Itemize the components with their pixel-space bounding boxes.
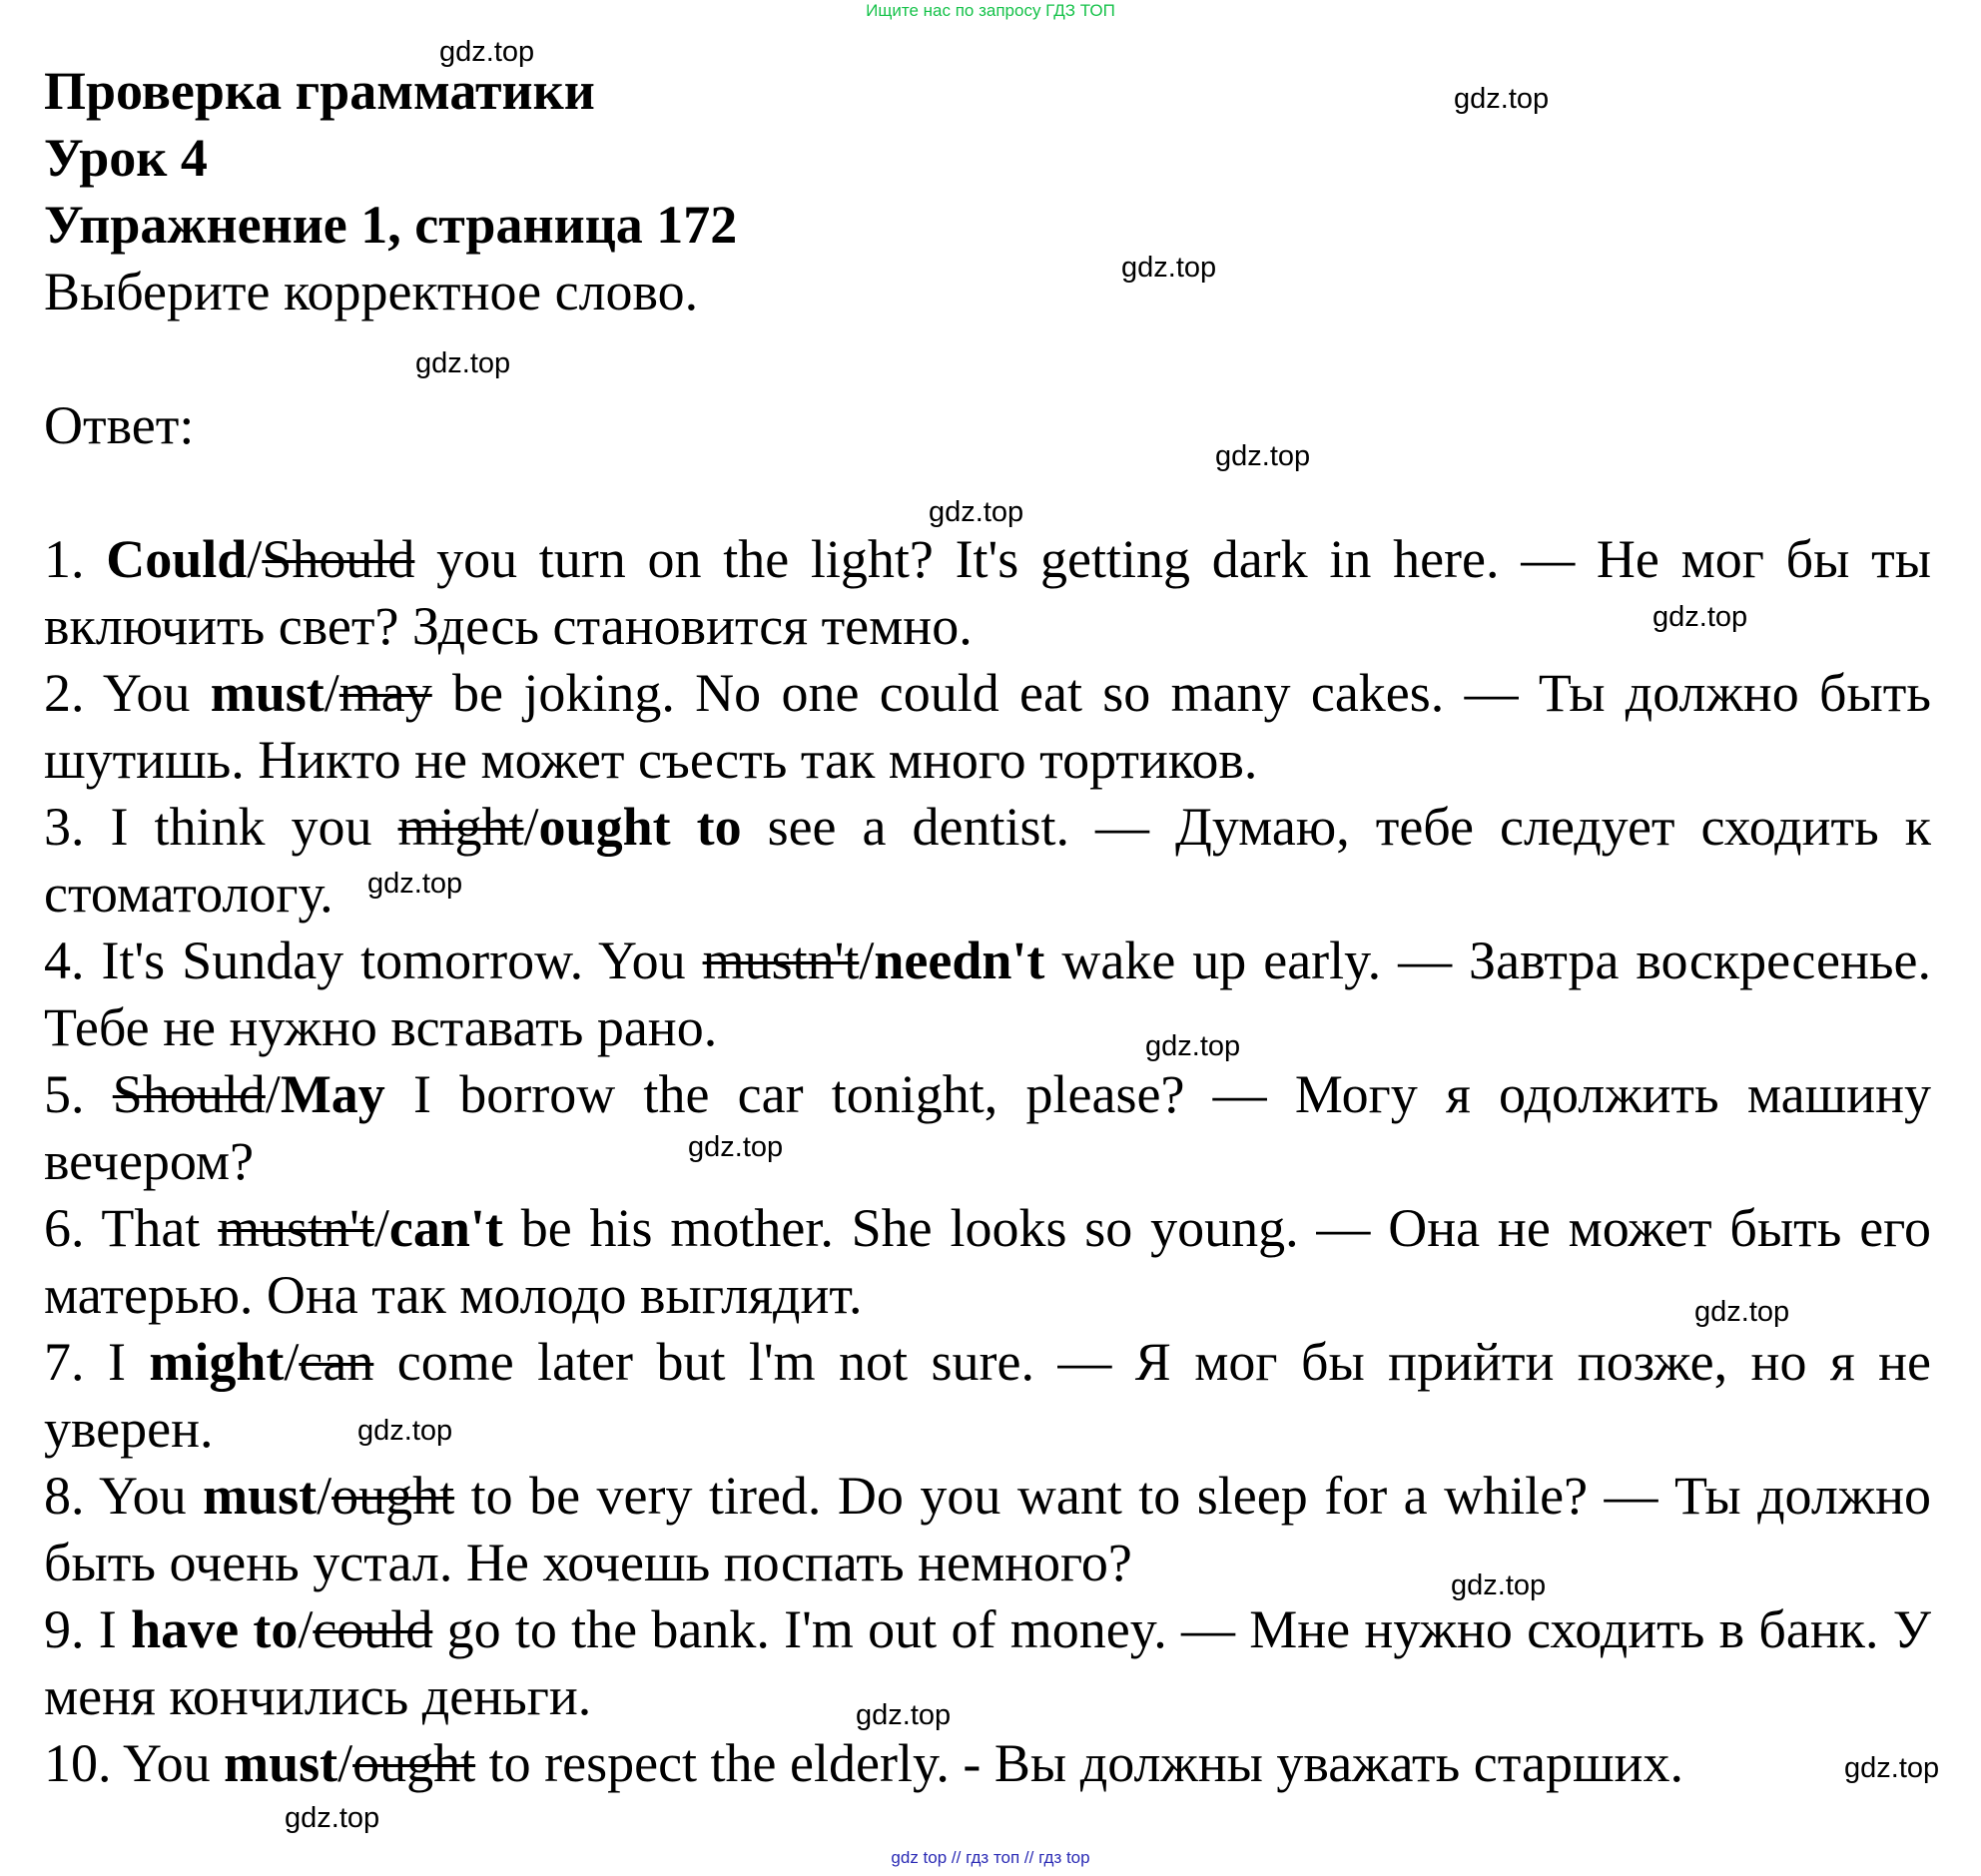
- watermark: gdz.top: [688, 1131, 784, 1163]
- option-separator: /: [265, 1064, 281, 1124]
- watermark: gdz.top: [1454, 83, 1550, 115]
- top-search-banner[interactable]: Ищите нас по запросу ГДЗ ТОП: [866, 1, 1115, 20]
- option-separator: /: [337, 1733, 353, 1793]
- option-b: could: [313, 1599, 433, 1659]
- answer-lead-text: You: [102, 663, 211, 723]
- option-b: ought to: [538, 797, 742, 857]
- option-a: might: [149, 1332, 285, 1392]
- option-separator: /: [324, 663, 339, 723]
- answer-rest-text: see a dentist. — Думаю, тебе следует сходить к стоматологу.: [44, 797, 1932, 924]
- option-b: ought: [331, 1466, 455, 1526]
- answer-rest-text: wake up early. — Завтра воскресенье. Тебе не нужно вставать рано.: [44, 931, 1931, 1057]
- watermark: gdz.top: [1844, 1752, 1940, 1784]
- answer-rest-text: to be very tired. Do you want to sleep for a while? — Ты должно быть очень устал. Не хочешь поспать немного?: [44, 1466, 1931, 1592]
- option-a: mustn't: [702, 931, 860, 990]
- option-a: have to: [131, 1599, 299, 1659]
- answer-item: [44, 928, 1931, 1061]
- answer-rest-text: be joking. No one could eat so many cakes. — Ты должно быть шутишь. Никто не может съесть так много тортиков.: [44, 663, 1931, 790]
- answer-number: 9.: [44, 1599, 99, 1659]
- answer-item: [44, 794, 1931, 928]
- answer-number: 6.: [44, 1198, 102, 1258]
- exercise-title: Упражнение 1, страница 172: [44, 195, 738, 255]
- exercise-content: [44, 58, 1931, 1797]
- answer-rest-text: be his mother. She looks so young. — Она не может быть его матерью. Она так молодо выглядит.: [44, 1198, 1931, 1325]
- option-separator: /: [859, 931, 875, 990]
- option-b: Should: [262, 529, 415, 589]
- option-separator: /: [247, 529, 263, 589]
- option-b: can't: [388, 1198, 503, 1258]
- option-a: mustn't: [218, 1198, 374, 1258]
- footer-banner: gdz top // гдз топ // гдз top: [891, 1848, 1090, 1867]
- watermark: gdz.top: [1694, 1296, 1790, 1328]
- option-separator: /: [317, 1466, 332, 1526]
- lesson-title: Урок 4: [44, 128, 208, 188]
- option-b: May: [280, 1064, 385, 1124]
- watermark: gdz.top: [929, 496, 1024, 528]
- option-b: needn't: [874, 931, 1045, 990]
- option-a: must: [203, 1466, 318, 1526]
- option-a: might: [397, 797, 524, 857]
- answer-item: [44, 526, 1931, 660]
- option-a: Could: [106, 529, 248, 589]
- answer-rest-text: go to the bank. I'm out of money. — Мне нужно сходить в банк. У меня кончились деньги.: [44, 1599, 1932, 1726]
- watermark: gdz.top: [357, 1415, 453, 1447]
- watermark: gdz.top: [1215, 440, 1311, 472]
- watermark: gdz.top: [1121, 252, 1217, 284]
- answer-number: 8.: [44, 1466, 99, 1526]
- answer-number: 7.: [44, 1332, 108, 1392]
- answer-rest-text: come later but l'm not sure. — Я мог бы прийти позже, но я не уверен.: [44, 1332, 1932, 1459]
- watermark: gdz.top: [1652, 601, 1748, 633]
- answer-item: [44, 1329, 1931, 1463]
- answer-list: [44, 526, 1931, 1797]
- watermark: gdz.top: [367, 868, 463, 900]
- answer-lead-text: I: [98, 1599, 132, 1659]
- answer-item: [44, 660, 1931, 794]
- answer-lead-text: It's Sunday tomorrow. You: [101, 931, 703, 990]
- watermark: gdz.top: [1145, 1030, 1241, 1062]
- watermark: gdz.top: [415, 347, 511, 379]
- watermark: gdz.top: [856, 1699, 952, 1731]
- option-separator: /: [373, 1198, 389, 1258]
- answer-lead-text: You: [123, 1733, 225, 1793]
- option-b: can: [299, 1332, 374, 1392]
- answer-rest-text: to respect the elderly. - Вы должны уважать старших.: [475, 1733, 1683, 1793]
- answer-item: [44, 1730, 1931, 1797]
- option-a: Should: [112, 1064, 266, 1124]
- watermark: gdz.top: [1451, 1569, 1547, 1601]
- answer-rest-text: I borrow the car tonight, please? — Могу я одолжить машину вечером?: [44, 1064, 1932, 1191]
- answer-lead-text: You: [98, 1466, 204, 1526]
- option-b: may: [338, 663, 432, 723]
- answer-number: 10.: [44, 1733, 123, 1793]
- answer-number: 5.: [44, 1064, 113, 1124]
- option-a: must: [210, 663, 325, 723]
- watermark: gdz.top: [439, 36, 535, 68]
- answer-number: 1.: [44, 529, 107, 589]
- answer-item: [44, 1596, 1931, 1730]
- answer-item: [44, 1061, 1931, 1195]
- answer-item: [44, 1463, 1931, 1596]
- answer-lead-text: I think you: [110, 797, 398, 857]
- answer-number: 4.: [44, 931, 102, 990]
- option-separator: /: [298, 1599, 314, 1659]
- answer-number: 2.: [44, 663, 103, 723]
- section-title: Проверка грамматики: [44, 61, 595, 121]
- option-b: ought: [352, 1733, 476, 1793]
- answer-number: 3.: [44, 797, 111, 857]
- watermark: gdz.top: [285, 1802, 380, 1834]
- answer-lead-text: I: [107, 1332, 150, 1392]
- answer-label: Ответ:: [44, 395, 195, 455]
- option-separator: /: [284, 1332, 300, 1392]
- instruction-text: Выберите корректное слово.: [44, 262, 699, 321]
- answer-rest-text: you turn on the light? It's getting dark in here. — Не мог бы ты включить свет? Здесь становится темно.: [44, 529, 1931, 656]
- answer-lead-text: That: [101, 1198, 219, 1258]
- option-a: must: [224, 1733, 338, 1793]
- option-separator: /: [523, 797, 539, 857]
- answer-item: [44, 1195, 1931, 1329]
